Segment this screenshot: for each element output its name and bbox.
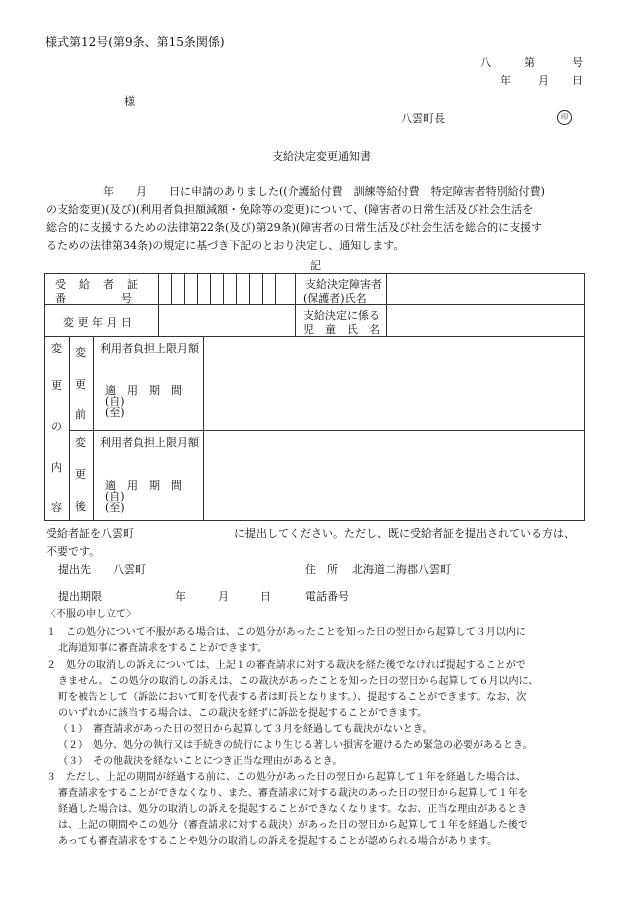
doc-number-suffix: 号: [572, 56, 583, 69]
appeal-p3-line4: は、上記の期間やこの処分（審査請求に対する裁決）があった日の翌日から起算して１年を経過した後で: [58, 820, 528, 831]
document-title: 支給決定変更通知書: [272, 150, 371, 163]
appeal-item-1: （１） 審査請求があった日の翌日から起算して３月を経過しても裁決がないとき。: [58, 724, 433, 735]
appeal-item-3: （３） その他裁決を経ないことにつき正当な理由があるとき。: [58, 756, 343, 767]
appeal-p1-line2: 北海道知事に審査請求をすることができます。: [58, 643, 268, 654]
before-period-label: 適 用 期 間: [105, 384, 182, 397]
intro-line-3: 総合的に支援するための法律第22条(及び)第29条)(障害者の日常生活及び社会生活を総合的に支援す: [46, 221, 543, 234]
doc-number-prefix: 八: [480, 56, 491, 69]
intro-line-1: 年 月 日に申請のありました((介護給付費 訓練等給付費 特定障害者特別給付費): [81, 185, 545, 198]
appeal-p2-line1: ２ 処分の取消しの訴えについては、上記１の審査請求に対する裁決を経た後でなければ提起することがで: [46, 660, 526, 671]
seal-mark: 印: [557, 110, 572, 125]
before-from-label: (自): [105, 395, 125, 408]
deadline-day: 日: [260, 590, 271, 603]
before-burden-label: 利用者負担上限月額: [100, 342, 199, 355]
intro-line-4: るための法律第34条)の規定に基づき下記のとおり決定し、通知します。: [46, 239, 405, 252]
section-label-char-5: 容: [51, 501, 62, 514]
address-value: 北海道二海郡八雲町: [352, 563, 451, 576]
phone-label: 電話番号: [305, 590, 349, 603]
appeal-p2-line2: きません。この処分の取消しの訴えは、この裁決があったことを知った日の翌日から起算して６月以内に、: [58, 676, 539, 687]
deadline-year: 年: [175, 590, 186, 603]
intro-line-2: の支給変更)(及び)(利用者負担額減額・免除等の変更)について、(障害者の日常生活及び社会生活を: [46, 203, 534, 216]
doc-number-mid: 第: [524, 56, 535, 69]
deadline-month: 月: [218, 590, 229, 603]
appeal-p1-line1: １ この処分について不服がある場合は、この処分があったことを知った日の翌日から起算して３月以内に: [46, 627, 526, 638]
guardian-label-line1: 支給決定障害者: [305, 278, 382, 291]
child-label-line2: 児 童 氏 名: [303, 323, 380, 336]
ki-mark: 記: [310, 259, 321, 272]
section-label-char-3: の: [51, 420, 62, 433]
submission-line2: 不要です。: [46, 545, 101, 558]
decision-table: [44, 273, 585, 521]
dest-value: 八雲町: [113, 563, 146, 576]
appeal-heading: 〈不服の申し立て〉: [46, 609, 136, 620]
submission-line1-a: 受給者証を八雲町: [46, 527, 134, 540]
appeal-p3-line5: あっても審査請求をすることや処分の取消しの訴えを提起することが認められる場合があります。: [58, 836, 498, 847]
guardian-label-line2: (保護者)氏名: [303, 292, 367, 305]
date-month: 月: [538, 74, 549, 87]
before-label-char-2: 更: [75, 378, 86, 391]
recipient-suffix: 様: [124, 95, 135, 108]
date-day: 日: [572, 74, 583, 87]
after-period-label: 適 用 期 間: [105, 479, 182, 492]
before-to-label: (至): [105, 406, 125, 419]
after-label-char-3: 後: [75, 500, 86, 513]
after-label-char-2: 更: [75, 468, 86, 481]
recipient-cert-label-line1: 受 給 者 証: [55, 278, 139, 291]
appeal-p2-line4: のいずれかに該当する場合は、この裁決を経ずに訴訟を提起することができます。: [58, 708, 428, 719]
section-label-char-2: 更: [51, 379, 62, 392]
after-to-label: (至): [105, 501, 125, 514]
section-label-char-1: 変: [51, 342, 62, 355]
appeal-p3-line3: 経過した場合は、処分の取消しの訴えを提起することができなくなります。なお、正当な理由があるとき: [58, 804, 528, 815]
appeal-p2-line3: 町を被告として（訴訟において町を代表する者は町長となります。）、提起することができます。なお、次: [58, 692, 527, 703]
appeal-p3-line1: ３ ただし、上記の期間が経過する前に、この処分があった日の翌日から起算して１年を経過した場合は、: [46, 772, 526, 783]
before-label-char-3: 前: [75, 408, 86, 421]
before-label-char-1: 変: [75, 346, 86, 359]
form-number: 様式第12号(第9条、第15条関係): [45, 35, 225, 49]
deadline-label: 提出期限: [58, 590, 102, 603]
after-burden-label: 利用者負担上限月額: [100, 436, 199, 449]
after-label-char-1: 変: [75, 436, 86, 449]
issuer-name: 八雲町長: [401, 112, 445, 125]
recipient-cert-label-line2: 番 号: [55, 292, 132, 305]
dest-label: 提出先: [58, 563, 91, 576]
address-label: 住 所: [305, 563, 338, 576]
child-label-line1: 支給決定に係る: [303, 309, 380, 322]
date-year: 年: [500, 74, 511, 87]
section-label-char-4: 内: [51, 461, 62, 474]
appeal-p3-line2: 審査請求をすることができなくなり、また、審査請求に対する裁決のあった日の翌日から起算して１年を: [58, 788, 528, 799]
after-from-label: (自): [105, 490, 125, 503]
change-date-label: 変 更 年 月 日: [63, 316, 132, 329]
appeal-item-2: （２） 処分、処分の執行又は手続きの続行により生じる著しい損害を避けるため緊急の必要があるとき。: [58, 740, 533, 751]
submission-line1-b: に提出してください。ただし、既に受給者証を提出されている方は、: [234, 527, 575, 540]
